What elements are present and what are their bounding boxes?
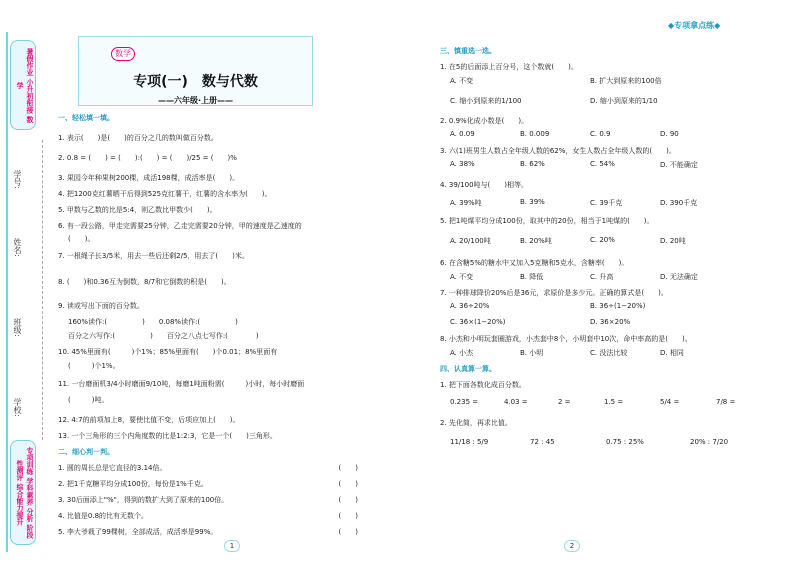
judge-3-paren: ( )	[338, 496, 358, 504]
choice-3-option-d: D. 不能确定	[660, 161, 698, 169]
choice-3: 3. 六(1)班男生人数占全年级人数的62%，女生人数占全年级人数的( )。	[440, 147, 676, 155]
choice-3-option-c: C. 54%	[590, 160, 615, 168]
choice-2: 2. 0.9%化成小数是( )。	[440, 117, 529, 125]
right-page	[440, 30, 780, 550]
grade-subtitle: ——六年级·上册——	[157, 96, 234, 105]
question-10-cont: ( )个1%。	[68, 362, 120, 370]
choice-4-option-d: D. 390千克	[660, 199, 698, 207]
choice-4-option-b: B. 39%	[520, 198, 545, 206]
choice-4-option-a: A. 39%吨	[450, 199, 482, 207]
question-13: 13. 一个三角形的三个内角度数的比是1:2:3，它是一个( )三角形。	[58, 432, 277, 440]
question-6: 6. 有一段公路，甲走完需要25分钟，乙走完需要20分钟，甲的速度是乙速度的	[58, 222, 302, 230]
calc-2-item-1: 11/18 : 5/9	[450, 438, 489, 446]
calc-2-item-2: 72 : 45	[530, 438, 555, 446]
choice-7: 7. 一种排球降价20%后是36元，求原价是多少元。正确的算式是( )。	[440, 289, 668, 297]
judge-5-paren: ( )	[338, 528, 358, 536]
sidebar-tab-bottom: 专项训练 学科素养 分析 阶段性测评 综合能力提升	[10, 440, 36, 545]
choice-8-option-c: C. 没法比较	[590, 349, 628, 357]
choice-1-option-c: C. 缩小到原来的1/100	[450, 97, 522, 105]
page-title: 专项(一) 数与代数	[133, 74, 258, 90]
choice-1: 1. 在5的后面添上百分号，这个数就( )。	[440, 63, 578, 71]
school-label: 学校:	[13, 398, 22, 417]
calc-1-item-6: 7/8 =	[716, 398, 736, 406]
judge-3-text: 3. 30后面添上"%"，得到的数扩大到了原来的100倍。	[58, 496, 229, 504]
choice-6-option-c: C. 升高	[590, 273, 614, 281]
question-4: 4. 把1200克红薯晒干后得到525克红薯干，红薯的含水率为( )。	[58, 190, 272, 198]
calc-1-item-4: 1.5 =	[604, 398, 624, 406]
choice-2-option-d: D. 90	[660, 130, 679, 138]
question-3: 3. 果园今年种果树200棵，成活198棵，成活率是( )。	[58, 174, 240, 182]
calc-1-item-2: 4.03 =	[504, 398, 528, 406]
judge-5-text: 5. 李大爷栽了99棵树，全部成活，成活率是99%。	[58, 528, 218, 536]
question-1: 1. 表示( )是( )的百分之几的数叫做百分数。	[58, 134, 218, 142]
section-calculate-heading: 四、认真算一算。	[440, 365, 496, 373]
judge-2	[58, 480, 358, 489]
judge-3	[58, 496, 358, 505]
choice-7-option-a: A. 36÷20%	[450, 302, 490, 310]
choice-5: 5. 把1吨煤平均分成100份，取其中的20份，相当于1吨煤的( )。	[440, 217, 654, 225]
judge-2-text: 2. 把1千克糖平均分成100份，每份是1%千克。	[58, 480, 208, 488]
question-5: 5. 甲数与乙数的比是5:4，则乙数比甲数少( )。	[58, 206, 217, 214]
question-11: 11. 一台磨面机3/4小时磨面9/10吨，每磨1吨面粉需( )小时，每小时磨面	[58, 380, 305, 388]
choice-6-option-d: D. 无法确定	[660, 273, 698, 281]
section-choose-heading: 三、慎重选一选。	[440, 47, 496, 55]
choice-1-option-b: B. 扩大到原来的100倍	[590, 77, 662, 85]
student-name-label: 姓名:	[13, 238, 22, 257]
binding-dashed-line	[42, 140, 43, 440]
choice-7-option-b: B. 36÷(1−20%)	[590, 302, 646, 310]
choice-2-option-b: B. 0.009	[520, 130, 550, 138]
judge-4-paren: ( )	[338, 512, 358, 520]
judge-5	[58, 528, 358, 537]
left-page	[58, 30, 368, 550]
judge-1-text: 1. 圆的周长总是它直径的3.14倍。	[58, 464, 167, 472]
corner-badge: ◆专项拿点练◆	[668, 21, 721, 30]
choice-6-option-b: B. 降低	[520, 273, 544, 281]
calc-2-item-4: 20% : 7/20	[690, 438, 729, 446]
calc-1: 1. 把下面各数化成百分数。	[440, 381, 526, 389]
calc-1-item-5: 5/4 =	[660, 398, 680, 406]
choice-5-option-c: C. 20%	[590, 236, 615, 244]
section-judge-heading: 二、细心判一判。	[58, 448, 114, 456]
sidebar-tab-top: 暑假作业 小升初衔接 数学	[10, 40, 36, 130]
calc-1-item-3: 2 =	[558, 398, 571, 406]
choice-2-option-a: A. 0.09	[450, 130, 475, 138]
choice-8-option-a: A. 小杰	[450, 349, 474, 357]
choice-1-option-d: D. 缩小到原来的1/10	[590, 97, 658, 105]
judge-4	[58, 512, 358, 521]
calc-1-item-1: 0.235 =	[450, 398, 479, 406]
question-10: 10. 45%里面有( )个1%；85%里面有( )个0.01；8%里面有	[58, 348, 278, 356]
choice-8: 8. 小杰和小明玩套圈游戏，小杰套中8个，小明套中10次，命中率高的是( )。	[440, 335, 692, 343]
choice-8-option-b: B. 小明	[520, 349, 544, 357]
question-9-row-a: 160%读作:( ) 0.08%读作:( )	[68, 318, 238, 326]
choice-6: 6. 在含糖5%的糖水中又加入5克糖和5克水，含糖率( )。	[440, 259, 629, 267]
page-number-left: 1	[224, 540, 240, 552]
choice-3-option-a: A. 38%	[450, 160, 475, 168]
question-9: 9. 读或写出下面的百分数。	[58, 302, 144, 310]
question-2: 2. 0.8 = ( ) = ( ):( ) = ( )/25 = ( )%	[58, 154, 237, 162]
choice-7-option-d: D. 36×20%	[590, 318, 631, 326]
calc-2-item-3: 0.75 : 25%	[606, 438, 644, 446]
question-11-cont: ( )吨。	[68, 396, 109, 404]
choice-3-option-b: B. 62%	[520, 160, 545, 168]
choice-1-option-a: A. 不变	[450, 77, 474, 85]
section-fill-in-heading: 一、轻松填一填。	[58, 114, 114, 122]
question-7: 7. 一根绳子长3/5米，用去一些后还剩2/5，用去了( )米。	[58, 252, 249, 260]
choice-4: 4. 39/100吨与( )相等。	[440, 181, 528, 189]
choice-4-option-c: C. 39千克	[590, 199, 623, 207]
subject-badge: 数学	[111, 47, 135, 61]
judge-2-paren: ( )	[338, 480, 358, 488]
student-number-label: 学号:	[13, 170, 22, 189]
choice-2-option-c: C. 0.9	[590, 130, 611, 138]
question-8: 8. ( )和0.36互为倒数，8/7和它倒数的积是( )。	[58, 278, 231, 286]
choice-7-option-c: C. 36×(1−20%)	[450, 318, 506, 326]
choice-5-option-d: D. 20吨	[660, 237, 686, 245]
question-9-row-b: 百分之六写作:( ) 百分之八点七写作:( )	[68, 332, 259, 340]
choice-8-option-d: D. 相同	[660, 349, 684, 357]
question-6-cont: ( )。	[68, 235, 95, 243]
page-number-right: 2	[564, 540, 580, 552]
choice-6-option-a: A. 不变	[450, 273, 474, 281]
choice-5-option-a: A. 20/100吨	[450, 237, 491, 245]
judge-1	[58, 464, 358, 473]
class-label: 班级:	[13, 318, 22, 337]
calc-2: 2. 先化简，再求比值。	[440, 419, 512, 427]
question-12: 12. 4:7的前项加上8，要使比值不变，后项应加上( )。	[58, 416, 240, 424]
choice-5-option-b: B. 20%吨	[520, 237, 552, 245]
judge-4-text: 4. 比值是0.8的比有无数个。	[58, 512, 149, 520]
judge-1-paren: ( )	[338, 464, 358, 472]
